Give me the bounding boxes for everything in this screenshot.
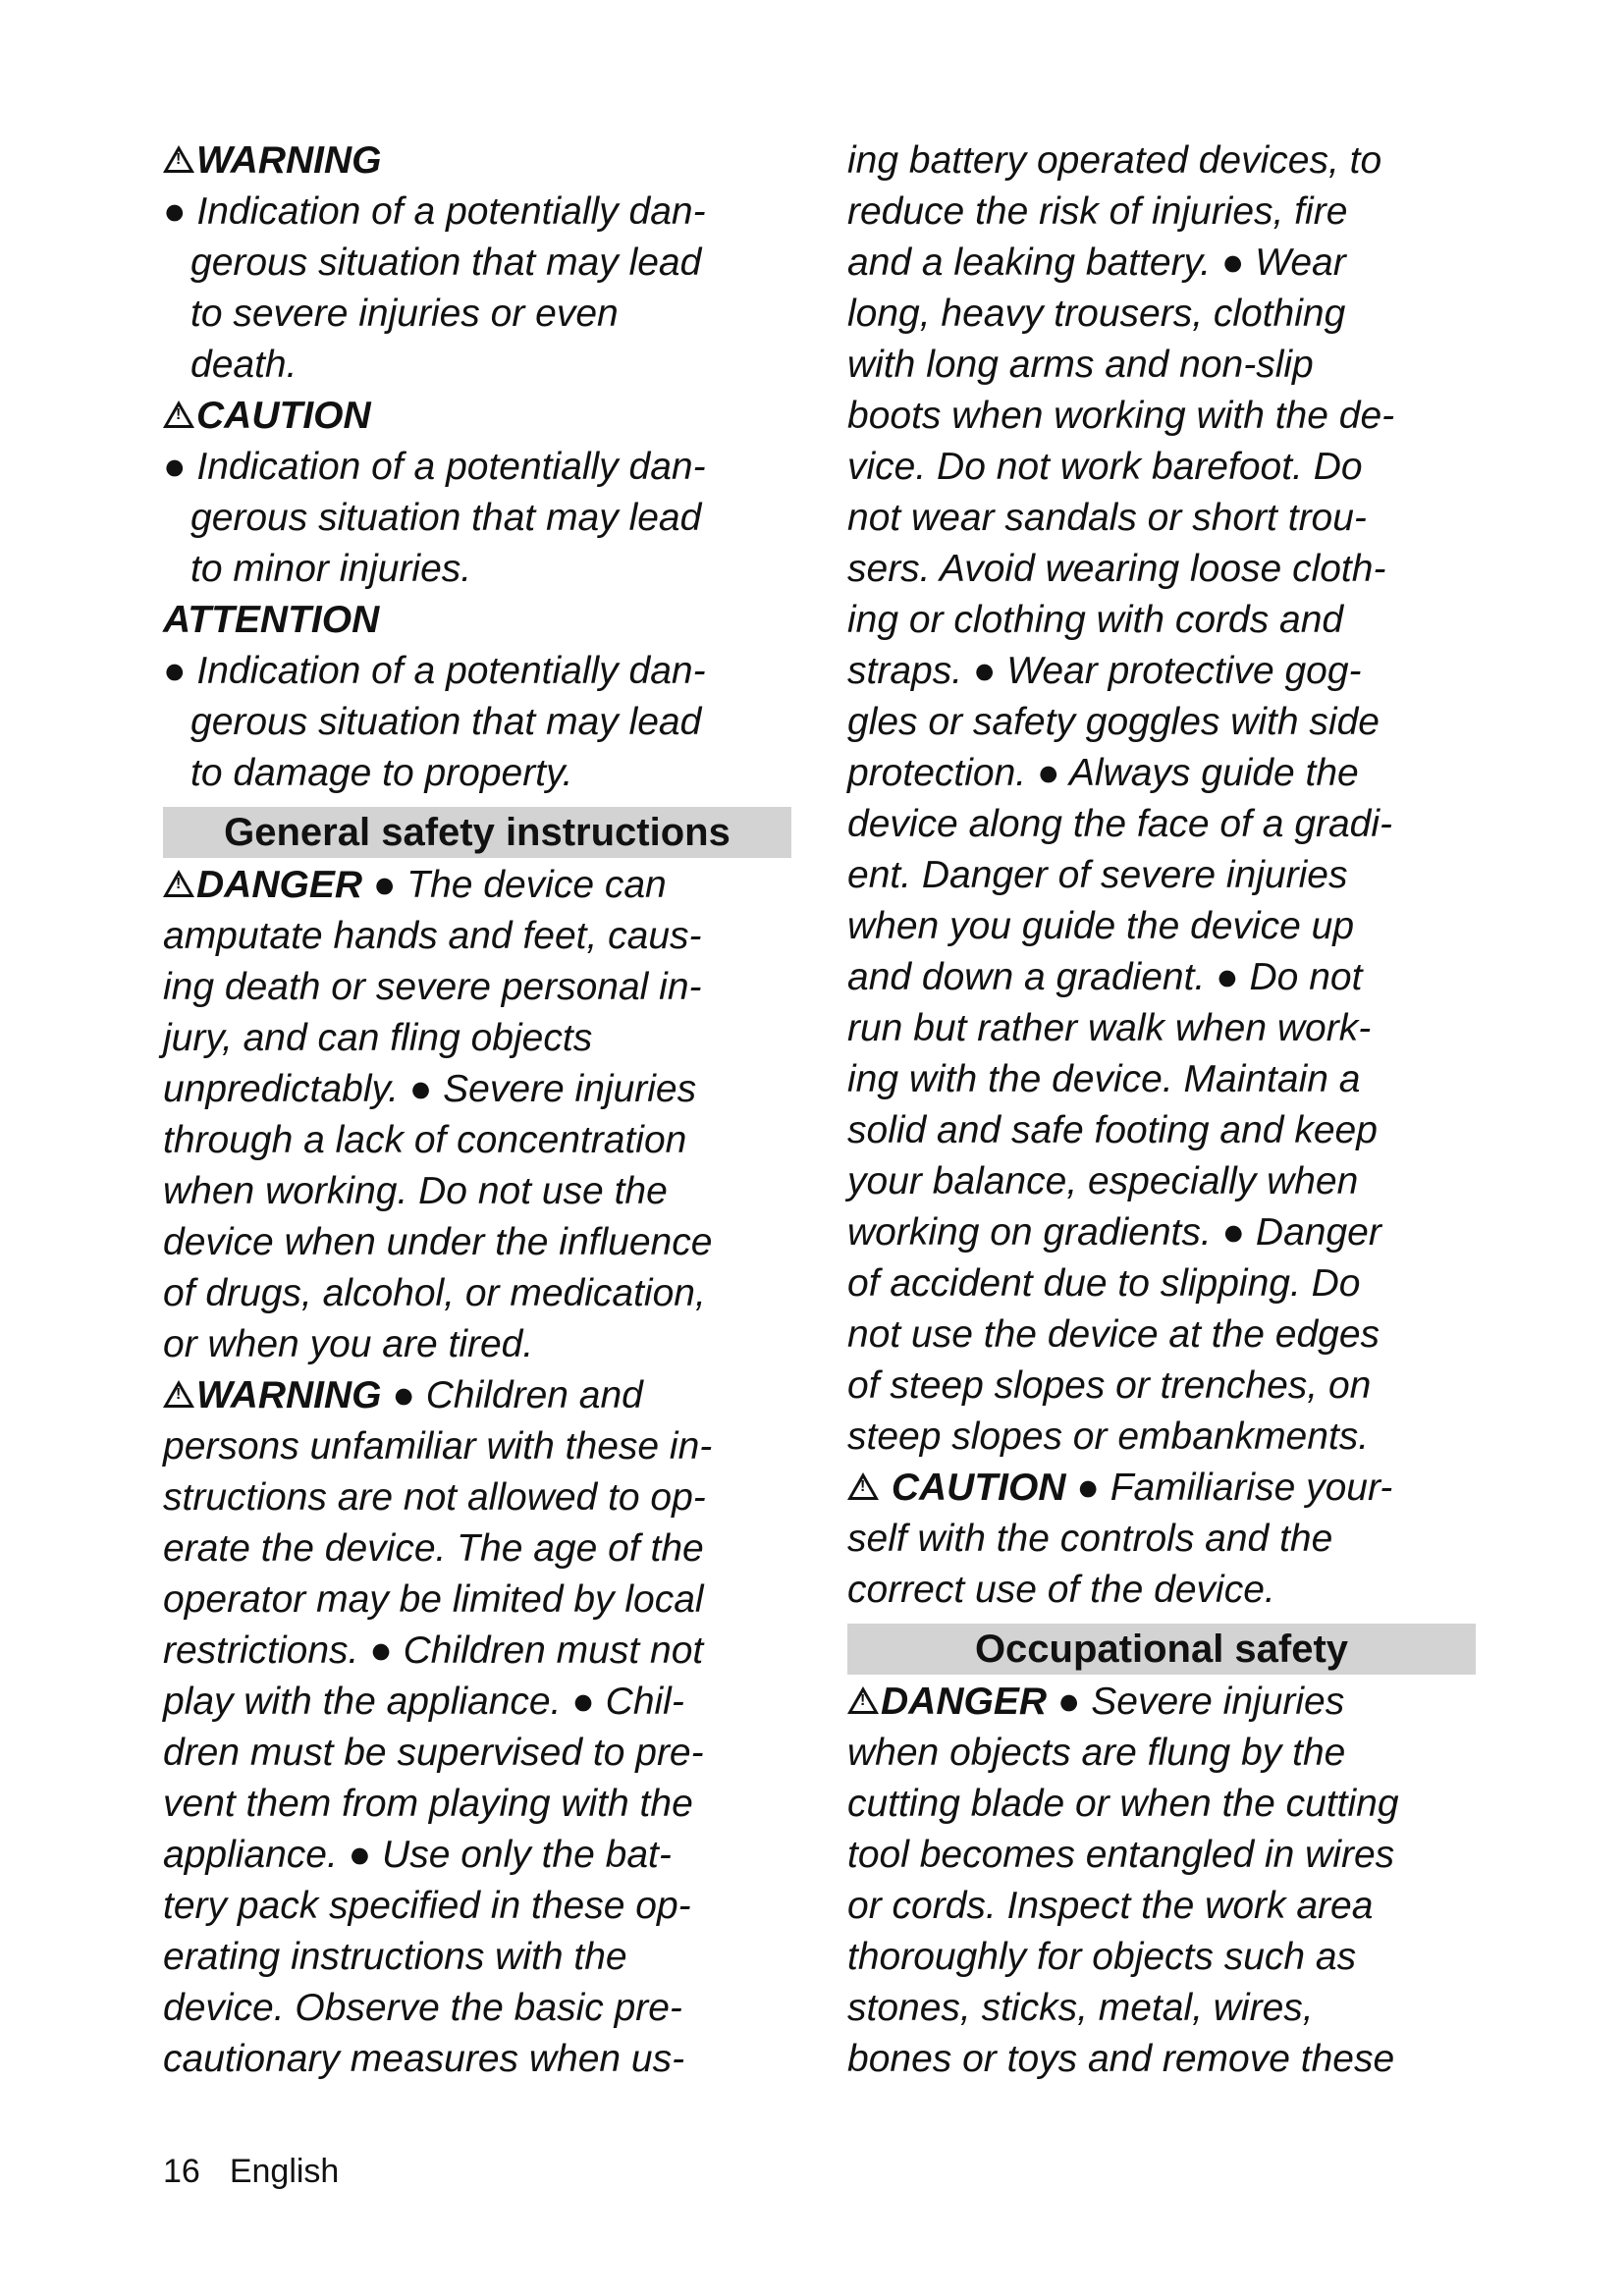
- text-line: vent them from playing with the: [163, 1783, 693, 1825]
- warning-triangle-icon: [847, 1472, 879, 1500]
- text-line: ! CAUTION ● Familiarise your-: [847, 1463, 1476, 1514]
- right-column: [847, 135, 1476, 2085]
- warning-triangle-icon: [163, 400, 194, 428]
- warning-text: [163, 187, 791, 391]
- text-line: ing battery operated devices, to: [847, 139, 1382, 182]
- warning-triangle-icon: [163, 1380, 194, 1408]
- caution-heading: !CAUTION: [163, 391, 791, 442]
- text-line: of steep slopes or trenches, on: [847, 1364, 1372, 1407]
- caution-keyword: CAUTION: [891, 1467, 1066, 1509]
- text-line: !DANGER ● The device can: [163, 860, 791, 911]
- text-line: appliance. ● Use only the bat-: [163, 1834, 672, 1876]
- text-line: stones, sticks, metal, wires,: [847, 1987, 1314, 2029]
- text-line: sers. Avoid wearing loose cloth-: [847, 548, 1386, 590]
- text-line: cautionary measures when us-: [163, 2038, 685, 2080]
- text-line: gerous situation that may lead: [190, 497, 702, 539]
- text-line: device along the face of a gradi-: [847, 803, 1393, 845]
- text-line: and a leaking battery. ● Wear: [847, 241, 1346, 284]
- text-line: play with the appliance. ● Chil-: [163, 1681, 684, 1723]
- text-line: correct use of the device.: [847, 1569, 1275, 1611]
- warning-keyword: WARNING: [196, 1374, 382, 1416]
- text-line: to severe injuries or even: [190, 293, 619, 335]
- warning-triangle-icon: [163, 870, 194, 897]
- text-line: your balance, especially when: [847, 1160, 1359, 1202]
- text-line: structions are not allowed to op-: [163, 1476, 706, 1519]
- text-line: tool becomes entangled in wires: [847, 1834, 1395, 1876]
- text-line: gerous situation that may lead: [190, 701, 702, 743]
- text-line: !WARNING ● Children and: [163, 1370, 791, 1421]
- text-line: with long arms and non-slip: [847, 344, 1314, 386]
- text-line: dren must be supervised to pre-: [163, 1732, 704, 1774]
- danger-keyword: DANGER: [881, 1681, 1048, 1723]
- warning-triangle-icon: [163, 145, 194, 173]
- text-line: device when under the influence: [163, 1221, 713, 1263]
- language-label: English: [229, 2153, 340, 2190]
- text-line: long, heavy trousers, clothing: [847, 293, 1346, 335]
- text-line: ing or clothing with cords and: [847, 599, 1344, 641]
- caution-text: [163, 442, 791, 595]
- text-line: to minor injuries.: [190, 548, 472, 590]
- text-line: ing death or severe personal in-: [163, 966, 702, 1008]
- continued-paragraph: [847, 135, 1476, 1463]
- text-line: not use the device at the edges: [847, 1313, 1380, 1356]
- text-line: protection. ● Always guide the: [847, 752, 1359, 794]
- text-line: when working. Do not use the: [163, 1170, 668, 1212]
- text-line: or when you are tired.: [163, 1323, 534, 1365]
- text-line: ● Indication of a potentially dan-: [163, 190, 706, 233]
- page-number: 16: [163, 2153, 200, 2190]
- text-line: death.: [190, 344, 298, 386]
- text-line: !DANGER ● Severe injuries: [847, 1677, 1476, 1728]
- text-line: when objects are flung by the: [847, 1732, 1346, 1774]
- text-line: device. Observe the basic pre-: [163, 1987, 682, 2029]
- text-line: not wear sandals or short trou-: [847, 497, 1367, 539]
- text-line: ● Indication of a potentially dan-: [163, 446, 706, 488]
- text-line: gles or safety goggles with side: [847, 701, 1380, 743]
- text-line: working on gradients. ● Danger: [847, 1211, 1381, 1254]
- text-line: unpredictably. ● Severe injuries: [163, 1068, 697, 1110]
- text-line: restrictions. ● Children must not: [163, 1629, 704, 1672]
- text-line: through a lack of concentration: [163, 1119, 687, 1161]
- text-line: when you guide the device up: [847, 905, 1355, 947]
- text-line: steep slopes or embankments.: [847, 1415, 1370, 1458]
- text-line: operator may be limited by local: [163, 1578, 704, 1621]
- warning-heading: !WARNING: [163, 135, 791, 187]
- text-line: gerous situation that may lead: [190, 241, 702, 284]
- text-line: run but rather walk when work-: [847, 1007, 1372, 1049]
- text-line: ent. Danger of severe injuries: [847, 854, 1348, 896]
- page-footer: [163, 2152, 368, 2191]
- text-line: cutting blade or when the cutting: [847, 1783, 1399, 1825]
- text-line: of drugs, alcohol, or medication,: [163, 1272, 706, 1314]
- text-line: thoroughly for objects such as: [847, 1936, 1357, 1978]
- warning2-paragraph: [163, 1370, 791, 2085]
- text-line: reduce the risk of injuries, fire: [847, 190, 1348, 233]
- text-line: amputate hands and feet, caus-: [163, 915, 702, 957]
- text-line: solid and safe footing and keep: [847, 1109, 1378, 1151]
- text-line: jury, and can fling objects: [163, 1017, 593, 1059]
- attention-heading: ATTENTION: [163, 599, 380, 641]
- text-line: ● Indication of a potentially dan-: [163, 650, 706, 692]
- text-line: to damage to property.: [190, 752, 573, 794]
- section-title-general-safety: General safety instructions: [163, 807, 791, 858]
- text-line: tery pack specified in these op-: [163, 1885, 691, 1927]
- text-line: or cords. Inspect the work area: [847, 1885, 1374, 1927]
- warning-triangle-icon: [847, 1686, 879, 1714]
- text-line: erating instructions with the: [163, 1936, 627, 1978]
- text-line: straps. ● Wear protective gog-: [847, 650, 1362, 692]
- text-line: ing with the device. Maintain a: [847, 1058, 1361, 1100]
- caution-paragraph: [847, 1463, 1476, 1616]
- section-title-occupational-safety: Occupational safety: [847, 1624, 1476, 1675]
- attention-text: [163, 646, 791, 799]
- text-line: vice. Do not work barefoot. Do: [847, 446, 1363, 488]
- text-line: erate the device. The age of the: [163, 1527, 704, 1570]
- text-line: self with the controls and the: [847, 1518, 1333, 1560]
- danger-paragraph: [163, 860, 791, 1370]
- danger-keyword: DANGER: [196, 864, 363, 906]
- danger-paragraph: [847, 1677, 1476, 2085]
- text-line: bones or toys and remove these: [847, 2038, 1395, 2080]
- text-line: persons unfamiliar with these in-: [163, 1425, 713, 1468]
- text-line: and down a gradient. ● Do not: [847, 956, 1363, 998]
- left-column: [163, 135, 791, 2085]
- text-line: boots when working with the de-: [847, 395, 1395, 437]
- text-line: of accident due to slipping. Do: [847, 1262, 1361, 1305]
